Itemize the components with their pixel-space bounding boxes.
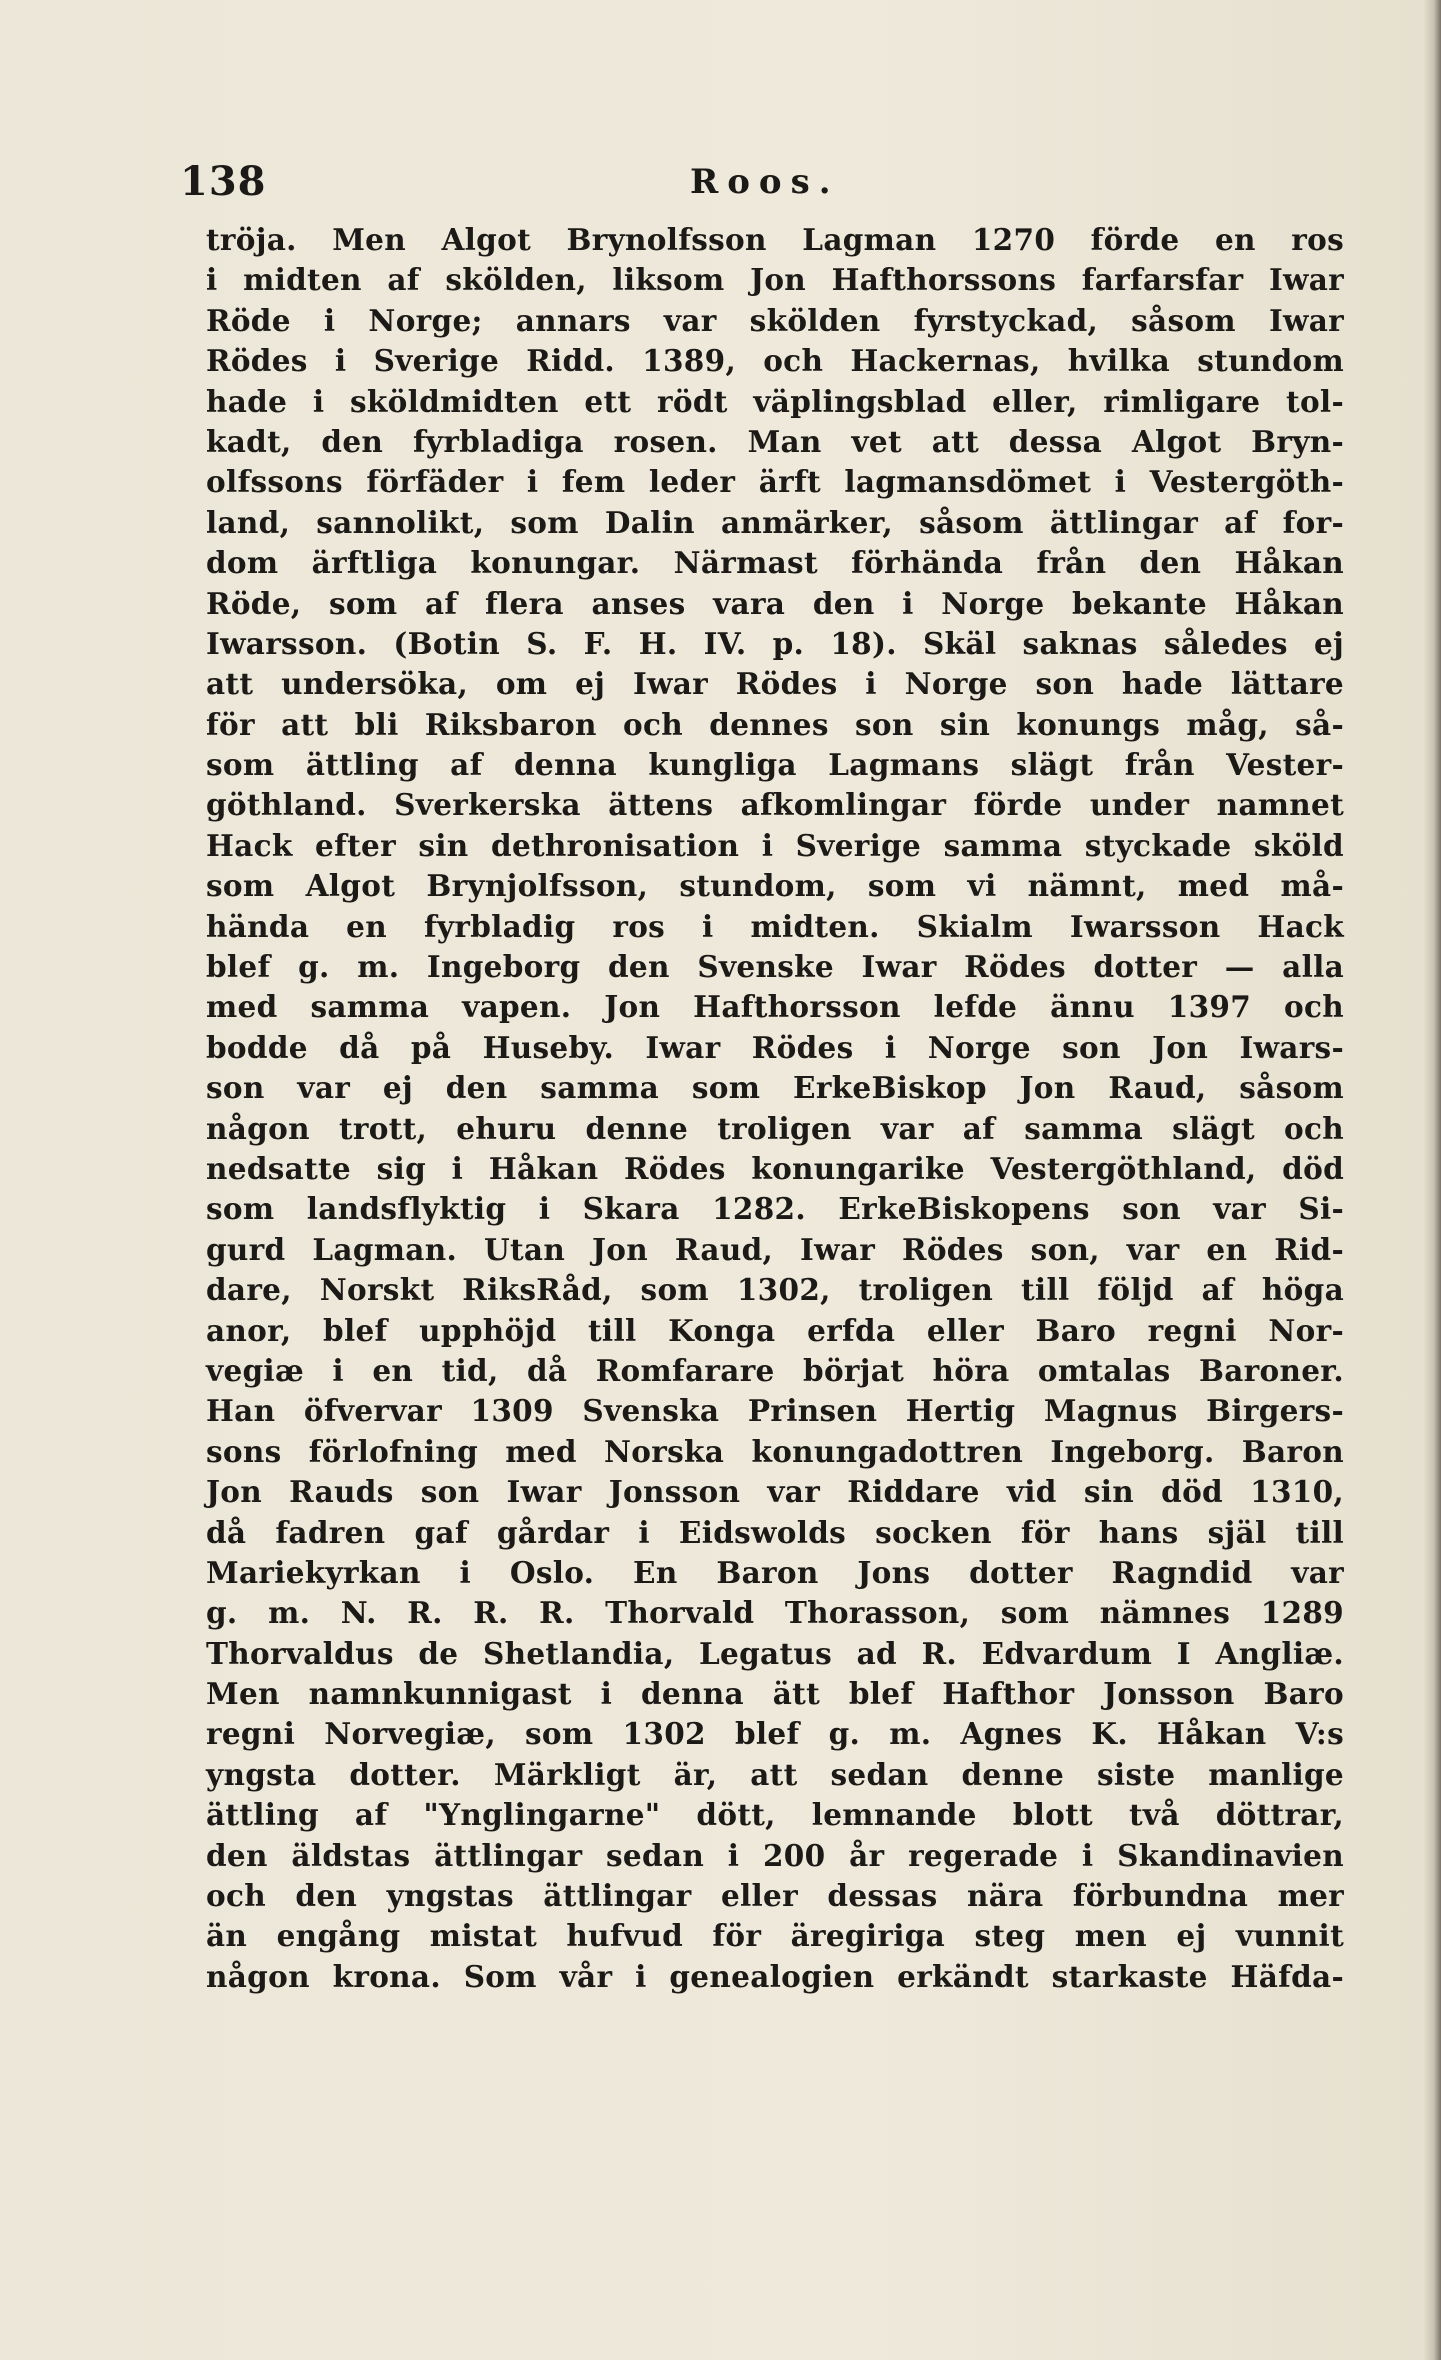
text-line: någon trott, ehuru denne troligen var af samma slägt och	[206, 1110, 1344, 1146]
text-line: Röde i Norge; annars var skölden fyrstyckad, såsom Iwar	[206, 302, 1344, 338]
text-line: olfssons förfäder i fem leder ärft lagmansdömet i Vestergöth-	[206, 464, 1344, 500]
text-line: Iwarsson. (Botin S. F. H. IV. p. 18). Skäl saknas således ej	[206, 625, 1344, 661]
text-line: och den yngstas ättlingar eller dessas nära förbundna mer	[206, 1878, 1344, 1914]
page-binding-edge	[1423, 0, 1441, 2360]
text-line: Men namnkunnigast i denna ätt blef Hafthor Jonsson Baro	[206, 1676, 1344, 1712]
text-line: anor, blef upphöjd till Konga erfda eller Baro regni Nor-	[206, 1312, 1344, 1348]
text-line: kadt, den fyrbladiga rosen. Man vet att dessa Algot Bryn-	[206, 423, 1344, 459]
text-line: yngsta dotter. Märkligt är, att sedan denne siste manlige	[206, 1756, 1344, 1792]
text-line: regni Norvegiæ, som 1302 blef g. m. Agnes K. Håkan V:s	[206, 1716, 1344, 1752]
text-line: ättling af "Ynglingarne" dött, lemnande blott två döttrar,	[206, 1797, 1344, 1833]
text-line: att undersöka, om ej Iwar Rödes i Norge son hade lättare	[206, 666, 1344, 702]
body-text	[206, 220, 1344, 1997]
text-line: som landsflyktig i Skara 1282. ErkeBiskopens son var Si-	[206, 1191, 1344, 1227]
text-line: den äldstas ättlingar sedan i 200 år regerade i Skandinavien	[206, 1837, 1344, 1873]
text-line: göthland. Sverkerska ättens afkomlingar förde under namnet	[206, 787, 1344, 823]
text-line: Mariekyrkan i Oslo. En Baron Jons dotter Ragndid var	[206, 1554, 1344, 1590]
text-line: som ättling af denna kungliga Lagmans slägt från Vester-	[206, 747, 1344, 783]
text-line: blef g. m. Ingeborg den Svenske Iwar Rödes dotter — alla	[206, 949, 1344, 985]
text-line: g. m. N. R. R. R. Thorvald Thorasson, som nämnes 1289	[206, 1595, 1344, 1631]
text-line: sons förlofning med Norska konungadottren Ingeborg. Baron	[206, 1433, 1344, 1469]
text-line: någon krona. Som vår i genealogien erkändt starkaste Häfda-	[206, 1958, 1344, 1994]
text-line: med samma vapen. Jon Hafthorsson lefde ännu 1397 och	[206, 989, 1344, 1025]
text-line: bodde då på Huseby. Iwar Rödes i Norge son Jon Iwars-	[206, 1029, 1344, 1065]
text-line: Thorvaldus de Shetlandia, Legatus ad R. Edvardum I Angliæ.	[206, 1635, 1344, 1671]
text-line: för att bli Riksbaron och dennes son sin konungs måg, så-	[206, 706, 1344, 742]
text-line: Jon Rauds son Iwar Jonsson var Riddare vid sin död 1310,	[206, 1474, 1344, 1510]
text-line: Röde, som af flera anses vara den i Norge bekante Håkan	[206, 585, 1344, 621]
text-line: gurd Lagman. Utan Jon Raud, Iwar Rödes son, var en Rid-	[206, 1231, 1344, 1267]
text-line: Hack efter sin dethronisation i Sverige samma styckade sköld	[206, 827, 1344, 863]
page-header	[180, 158, 1360, 210]
text-line: Han öfvervar 1309 Svenska Prinsen Hertig Magnus Birgers-	[206, 1393, 1344, 1429]
text-line: son var ej den samma som ErkeBiskop Jon Raud, såsom	[206, 1070, 1344, 1106]
text-line: än engång mistat hufvud för äregiriga steg men ej vunnit	[206, 1918, 1344, 1954]
text-line: land, sannolikt, som Dalin anmärker, såsom ättlingar af for-	[206, 504, 1344, 540]
text-line: hända en fyrbladig ros i midten. Skialm Iwarsson Hack	[206, 908, 1344, 944]
text-line: i midten af skölden, liksom Jon Hafthorssons farfarsfar Iwar	[206, 262, 1344, 298]
text-line: dare, Norskt RiksRåd, som 1302, troligen till följd af höga	[206, 1272, 1344, 1308]
page-number: 138	[180, 158, 267, 205]
text-line: hade i sköldmidten ett rödt väplingsblad eller, rimligare tol-	[206, 383, 1344, 419]
text-line: som Algot Brynjolfsson, stundom, som vi nämnt, med må-	[206, 868, 1344, 904]
running-head: Roos.	[690, 162, 840, 202]
text-line: tröja. Men Algot Brynolfsson Lagman 1270 förde en ros	[206, 222, 1344, 257]
text-line: dom ärftliga konungar. Närmast förhända från den Håkan	[206, 545, 1344, 581]
text-line: nedsatte sig i Håkan Rödes konungarike Vestergöthland, död	[206, 1150, 1344, 1186]
text-line: Rödes i Sverige Ridd. 1389, och Hackernas, hvilka stundom	[206, 343, 1344, 379]
text-line: vegiæ i en tid, då Romfarare börjat höra omtalas Baroner.	[206, 1352, 1344, 1388]
text-line: då fadren gaf gårdar i Eidswolds socken för hans själ till	[206, 1514, 1344, 1550]
